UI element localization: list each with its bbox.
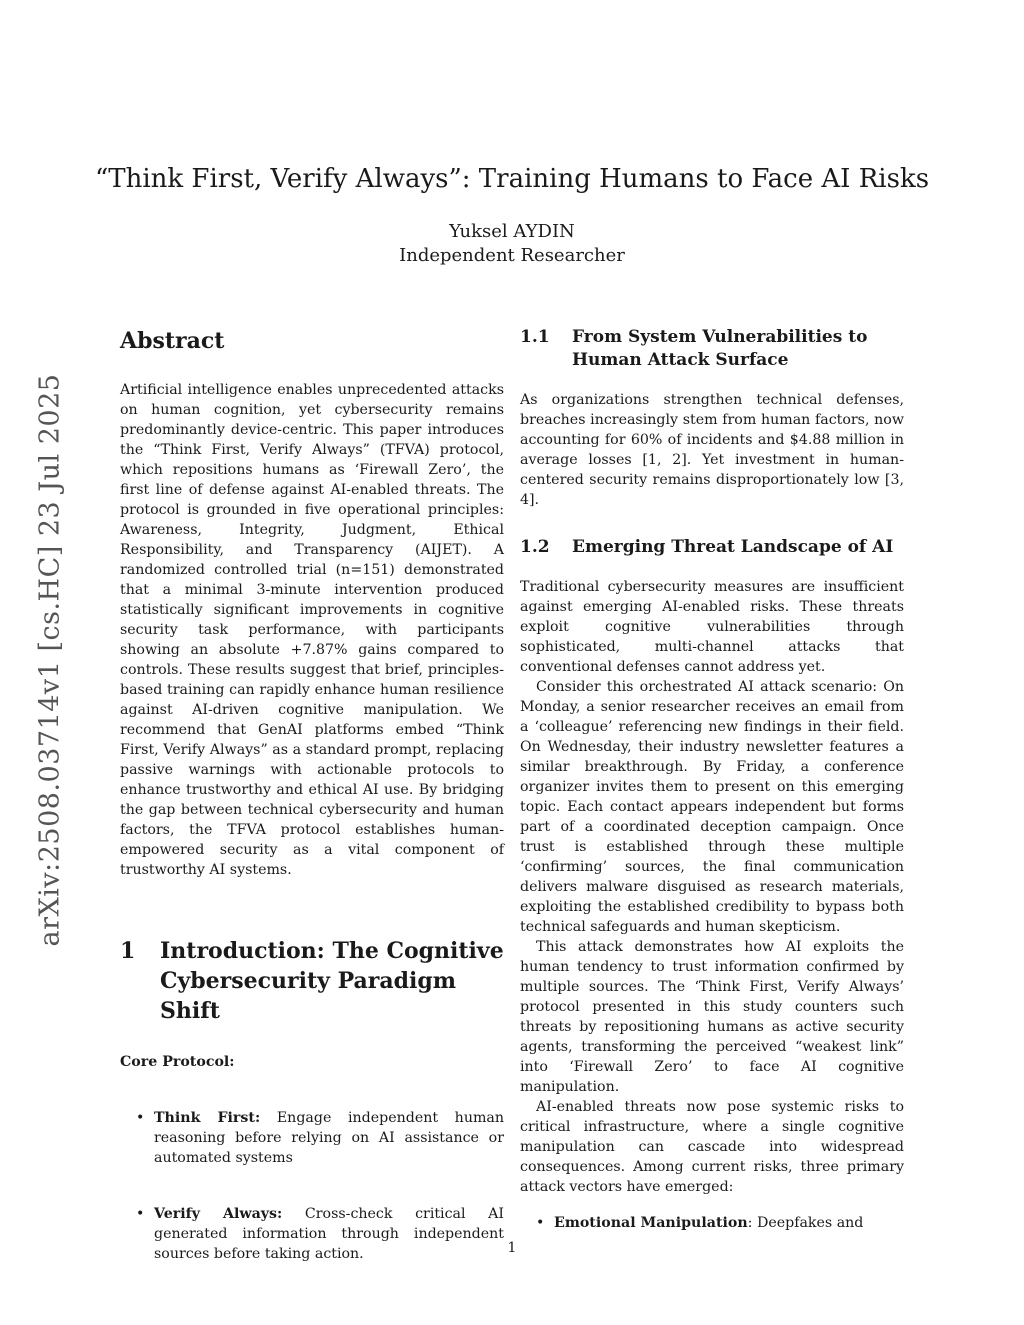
page-number: 1 xyxy=(507,1240,517,1256)
subsection-number: 1.1 xyxy=(520,327,550,347)
paragraph: Consider this orchestrated AI attack scenario: On Monday, a senior researcher receives an email from a ‘colleague’ referencing new findings in their field. On Wednesday, their industry newsletter features a similar breakthrough. By Friday, a conference organizer invites them to present on this emerging topic. Each contact appears independent but forms part of a coordinated deception campaign. Once trust is established through these multiple ‘confirming’ sources, the final communication delivers malware disguised as research materials, exploiting the established credibility to bypass both technical safeguards and human skepticism. xyxy=(520,679,904,935)
bullet-term: Think First: xyxy=(154,1110,261,1126)
attack-vector-list xyxy=(520,1213,904,1233)
abstract-heading: Abstract xyxy=(120,328,225,354)
paragraph: Traditional cybersecurity measures are insufficient against emerging AI-enabled risks. These threats exploit cognitive vulnerabilities through sophisticated, multi-channel attacks that conventional defenses cannot address yet. xyxy=(520,579,904,675)
bullet-text: Cross-check critical AI generated information through independent sources before taking action. xyxy=(154,1206,505,1262)
subsection-number: 1.2 xyxy=(520,537,550,557)
list-item xyxy=(520,1213,904,1233)
left-column xyxy=(120,326,504,1264)
subsection-1-1-text: As organizations strengthen technical defenses, breaches increasingly stem from human factors, now accounting for 60% of incidents and $4.88 million in average losses [1, 2]. Yet investment in human-centered security remains disproportionately low [3, 4]. xyxy=(520,392,904,508)
author-name: Yuksel AYDIN xyxy=(449,221,575,242)
subsection-title: From System Vulnerabilities to Human Attack Surface xyxy=(572,327,868,370)
bullet-text: : Deepfakes and xyxy=(747,1215,864,1231)
bullet-icon: • xyxy=(536,1215,545,1231)
subsection-1-2-heading xyxy=(520,536,904,559)
bullet-term: Emotional Manipulation xyxy=(554,1215,748,1231)
list-item xyxy=(120,1108,504,1168)
bullet-icon: • xyxy=(136,1110,145,1126)
section-title: Introduction: The Cognitive Cybersecurity Paradigm Shift xyxy=(160,938,504,1024)
abstract-text: Artificial intelligence enables unprecedented attacks on human cognition, yet cybersecurity remains predominantly device-centric. This paper introduces the “Think First, Verify Always” (TFVA) protocol, which repositions humans as ‘Firewall Zero’, the first line of defense against AI-enabled threats. The protocol is grounded in five operational principles: Awareness, Integrity, Judgment, Ethical Responsibility, and Transparency (AIJET). A randomized controlled trial (n=151) demonstrated that a minimal 3-minute intervention produced statistically significant improvements in cognitive security task performance, with participants showing an absolute +7.87% gains compared to controls. These results suggest that brief, principles-based training can rapidly enhance human resilience against AI-driven cognitive manipulation. We recommend that GenAI platforms embed “Think First, Verify Always” as a standard prompt, replacing passive warnings with actionable protocols to enhance trustworthy and ethical AI use. By bridging the gap between technical cybersecurity and human factors, the TFVA protocol establishes human-empowered security as a vital component of trustworthy AI systems. xyxy=(120,382,504,878)
core-protocol-label: Core Protocol: xyxy=(120,1054,235,1070)
paper-title: “Think First, Verify Always”: Training Humans to Face AI Risks xyxy=(94,164,930,194)
author-block xyxy=(0,220,1024,268)
bullet-icon: • xyxy=(136,1206,145,1222)
author-affiliation: Independent Researcher xyxy=(399,245,625,266)
subsection-1-1-heading xyxy=(520,326,904,372)
section-1-heading xyxy=(120,936,504,1026)
subsection-title: Emerging Threat Landscape of AI xyxy=(572,537,894,557)
paragraph: AI-enabled threats now pose systemic risks to critical infrastructure, where a single cognitive manipulation can cascade into widespread consequences. Among current risks, three primary attack vectors have emerged: xyxy=(520,1099,904,1195)
bullet-text: Engage independent human reasoning before relying on AI assistance or automated systems xyxy=(154,1110,505,1166)
section-number: 1 xyxy=(120,938,136,964)
right-column xyxy=(520,326,904,1233)
bullet-term: Verify Always: xyxy=(154,1206,283,1222)
paragraph: This attack demonstrates how AI exploits the human tendency to trust information confirmed by multiple sources. The ‘Think First, Verify Always’ protocol presented in this study counters such threats by repositioning humans as active security agents, transforming the perceived “weakest link” into ‘Firewall Zero’ to face AI cognitive manipulation. xyxy=(520,939,904,1095)
arxiv-identifier: arXiv:2508.03714v1 [cs.HC] 23 Jul 2025 xyxy=(34,373,66,947)
